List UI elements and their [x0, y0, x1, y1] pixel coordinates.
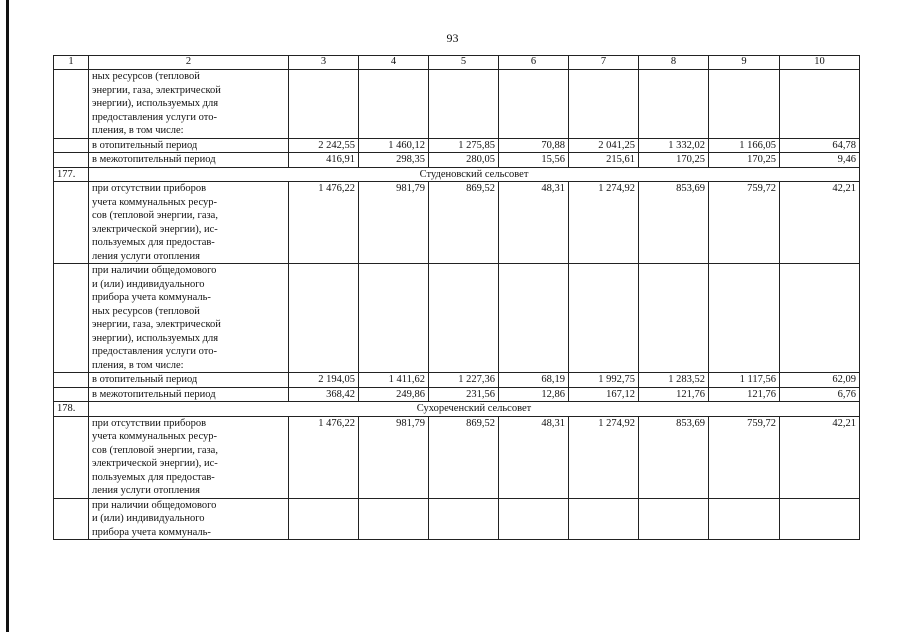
value-cell	[639, 498, 709, 540]
description-line: электрической энергии), ис-	[92, 223, 218, 235]
row-description: в межотопительный период	[89, 387, 289, 402]
column-number: 9	[709, 56, 780, 70]
description-line: пления, в том числе:	[92, 359, 184, 371]
value-cell: 1 274,92	[569, 416, 639, 498]
value-cell	[780, 70, 860, 139]
description-line: и (или) индивидуального	[92, 278, 205, 290]
description-line: ления услуги отопления	[92, 250, 200, 262]
value-cell: 869,52	[429, 182, 499, 264]
value-cell: 2 194,05	[289, 373, 359, 388]
value-cell: 68,19	[499, 373, 569, 388]
value-cell	[499, 498, 569, 540]
value-cell: 6,76	[780, 387, 860, 402]
column-number: 3	[289, 56, 359, 70]
description-line: учета коммунальных ресур-	[92, 431, 217, 442]
value-cell: 1 227,36	[429, 373, 499, 388]
description-line: при отсутствии приборов	[92, 417, 207, 429]
description-line: ных ресурсов (тепловой	[92, 71, 200, 82]
value-cell: 12,86	[499, 387, 569, 402]
row-index-cell	[54, 387, 89, 402]
description-line: ления услуги отопления	[92, 485, 200, 496]
row-description	[89, 498, 289, 540]
value-cell: 981,79	[359, 182, 429, 264]
value-cell	[289, 70, 359, 139]
section-row	[54, 167, 860, 182]
value-cell: 280,05	[429, 153, 499, 168]
section-title: Сухореченский сельсовет	[89, 402, 860, 417]
page-number: 93	[446, 31, 459, 45]
value-cell: 42,21	[780, 416, 860, 498]
column-number: 7	[569, 56, 639, 70]
value-cell: 48,31	[499, 182, 569, 264]
table-row	[54, 138, 860, 153]
description-line: при наличии общедомового	[92, 265, 217, 276]
description-line: сов (тепловой энергии, газа,	[92, 210, 218, 221]
value-cell	[359, 498, 429, 540]
value-cell: 1 476,22	[289, 416, 359, 498]
section-title: Студеновский сельсовет	[89, 167, 860, 182]
section-row	[54, 402, 860, 417]
value-cell	[639, 70, 709, 139]
value-cell: 1 274,92	[569, 182, 639, 264]
description-line: учета коммунальных ресур-	[92, 196, 217, 208]
value-cell: 298,35	[359, 153, 429, 168]
row-index-cell	[54, 138, 89, 153]
value-cell: 15,56	[499, 153, 569, 168]
value-cell	[639, 264, 709, 373]
value-cell	[780, 264, 860, 373]
value-cell	[709, 70, 780, 139]
row-index-cell	[54, 70, 89, 139]
row-description	[89, 70, 289, 139]
description-line: электрической энергии), ис-	[92, 458, 218, 469]
section-index: 178.	[54, 402, 89, 417]
description-line: при наличии общедомового	[92, 499, 217, 511]
table-row	[54, 153, 860, 168]
value-cell: 1 117,56	[709, 373, 780, 388]
description-line: пользуемых для предостав-	[92, 237, 215, 248]
column-number: 5	[429, 56, 499, 70]
value-cell	[359, 70, 429, 139]
value-cell	[499, 264, 569, 373]
value-cell: 215,61	[569, 153, 639, 168]
value-cell: 170,25	[639, 153, 709, 168]
value-cell: 42,21	[780, 182, 860, 264]
value-cell: 167,12	[569, 387, 639, 402]
value-cell	[709, 498, 780, 540]
value-cell: 1 166,05	[709, 138, 780, 153]
value-cell: 869,52	[429, 416, 499, 498]
value-cell: 62,09	[780, 373, 860, 388]
value-cell: 231,56	[429, 387, 499, 402]
value-cell	[289, 498, 359, 540]
value-cell: 853,69	[639, 416, 709, 498]
row-index-cell	[54, 153, 89, 168]
column-number: 10	[780, 56, 860, 70]
description-line: и (или) индивидуального	[92, 513, 205, 524]
value-cell: 759,72	[709, 182, 780, 264]
row-description	[89, 264, 289, 373]
table-row	[54, 498, 860, 540]
table-row	[54, 182, 860, 264]
value-cell: 2 242,55	[289, 138, 359, 153]
value-cell	[569, 264, 639, 373]
description-line: пользуемых для предостав-	[92, 471, 215, 483]
value-cell: 249,86	[359, 387, 429, 402]
value-cell	[569, 70, 639, 139]
value-cell: 759,72	[709, 416, 780, 498]
description-line: ных ресурсов (тепловой	[92, 305, 200, 317]
value-cell: 121,76	[639, 387, 709, 402]
description-line: энергии, газа, электрической	[92, 319, 221, 330]
row-index-cell	[54, 182, 89, 264]
value-cell: 853,69	[639, 182, 709, 264]
description-line: энергии), используемых для	[92, 332, 219, 344]
table-row	[54, 264, 860, 373]
binding-edge	[6, 0, 9, 632]
value-cell	[569, 498, 639, 540]
value-cell	[429, 498, 499, 540]
description-line: при отсутствии приборов	[92, 183, 207, 194]
row-index-cell	[54, 373, 89, 388]
column-number: 1	[54, 56, 89, 70]
table-row	[54, 387, 860, 402]
description-line: энергии), используемых для	[92, 98, 219, 109]
row-description	[89, 182, 289, 264]
value-cell: 1 332,02	[639, 138, 709, 153]
value-cell: 1 275,85	[429, 138, 499, 153]
value-cell: 1 283,52	[639, 373, 709, 388]
row-description: в межотопительный период	[89, 153, 289, 168]
description-line: энергии, газа, электрической	[92, 84, 221, 96]
value-cell: 1 992,75	[569, 373, 639, 388]
table-row	[54, 70, 860, 139]
row-description	[89, 416, 289, 498]
value-cell: 1 460,12	[359, 138, 429, 153]
column-number: 2	[89, 56, 289, 70]
table-row	[54, 416, 860, 498]
value-cell: 70,88	[499, 138, 569, 153]
column-number-row	[54, 56, 860, 70]
value-cell	[709, 264, 780, 373]
row-index-cell	[54, 264, 89, 373]
value-cell: 48,31	[499, 416, 569, 498]
value-cell: 121,76	[709, 387, 780, 402]
row-index-cell	[54, 416, 89, 498]
description-line: предоставления услуги ото-	[92, 111, 217, 123]
value-cell: 2 041,25	[569, 138, 639, 153]
row-description: в отопительный период	[89, 138, 289, 153]
value-cell: 64,78	[780, 138, 860, 153]
value-cell: 1 476,22	[289, 182, 359, 264]
description-line: прибора учета коммуналь-	[92, 292, 211, 303]
value-cell	[289, 264, 359, 373]
value-cell	[499, 70, 569, 139]
value-cell: 170,25	[709, 153, 780, 168]
tariff-table	[53, 55, 860, 540]
value-cell	[429, 70, 499, 139]
value-cell: 9,46	[780, 153, 860, 168]
column-number: 6	[499, 56, 569, 70]
value-cell: 416,91	[289, 153, 359, 168]
column-number: 4	[359, 56, 429, 70]
description-line: пления, в том числе:	[92, 125, 184, 136]
column-number: 8	[639, 56, 709, 70]
description-line: сов (тепловой энергии, газа,	[92, 444, 218, 456]
table-body	[54, 56, 860, 540]
value-cell	[359, 264, 429, 373]
value-cell: 1 411,62	[359, 373, 429, 388]
section-index: 177.	[54, 167, 89, 182]
value-cell: 981,79	[359, 416, 429, 498]
value-cell	[429, 264, 499, 373]
description-line: предоставления услуги ото-	[92, 346, 217, 357]
value-cell	[780, 498, 860, 540]
row-index-cell	[54, 498, 89, 540]
value-cell: 368,42	[289, 387, 359, 402]
row-description: в отопительный период	[89, 373, 289, 388]
description-line: прибора учета коммуналь-	[92, 526, 211, 538]
table-row	[54, 373, 860, 388]
